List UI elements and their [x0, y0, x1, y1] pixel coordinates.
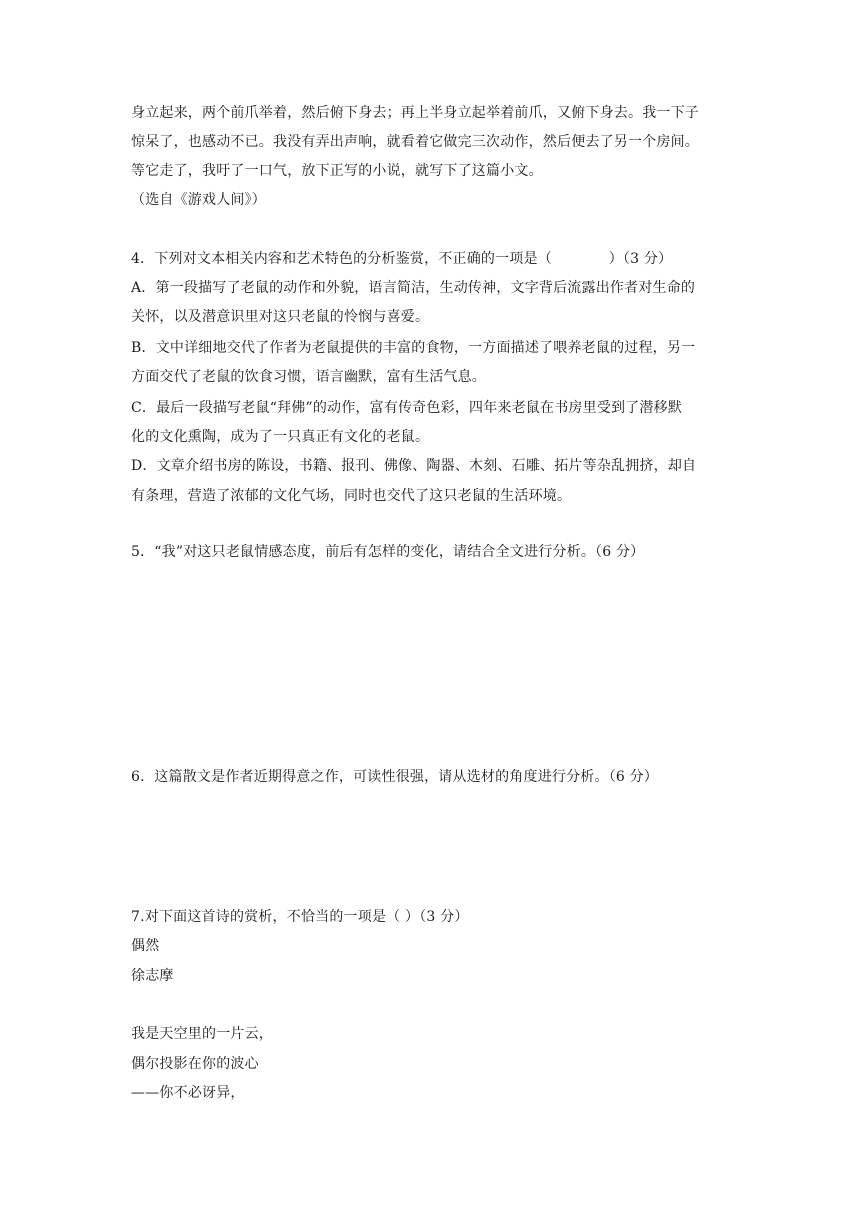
poem-title: 偶然: [131, 938, 160, 954]
question-4-option-d-cont: 有条理，营造了浓郁的文化气场，同时也交代了这只老鼠的生活环境。: [131, 488, 572, 504]
question-4-stem: 4．下列对文本相关内容和艺术特色的分析鉴赏，不正确的一项是（ ）（3 分）: [131, 251, 673, 267]
question-4-option-c-cont: 化的文化熏陶，成为了一只真正有文化的老鼠。: [131, 429, 430, 445]
question-4-option-b: B．文中详细地交代了作者为老鼠提供的丰富的食物，一方面描述了喂养老鼠的过程，另一: [131, 340, 696, 356]
question-4-option-a: A．第一段描写了老鼠的动作和外貌，语言简洁，生动传神，文字背后流露出作者对生命的: [131, 280, 696, 296]
question-7-stem: 7.对下面这首诗的赏析，不恰当的一项是（ ）（3 分）: [131, 909, 469, 925]
question-5-stem: 5．“我”对这只老鼠情感态度，前后有怎样的变化，请结合全文进行分析。（6 分）: [131, 544, 645, 560]
passage-source: （选自《游戏人间》）: [131, 192, 266, 208]
question-4-option-a-cont: 关怀，以及潜意识里对这只老鼠的怜悯与喜爱。: [131, 309, 430, 325]
question-4-option-d: D．文章介绍书房的陈设，书籍、报刊、佛像、陶器、木刻、石雕、拓片等杂乱拥挤，却自: [131, 458, 697, 474]
poem-line: 我是天空里的一片云，: [131, 1026, 273, 1042]
question-6-stem: 6．这篇散文是作者近期得意之作，可读性很强，请从选材的角度进行分析。（6 分）: [131, 769, 659, 785]
passage-line: 惊呆了，也感动不已。我没有弄出声响，就看着它做完三次动作，然后便去了另一个房间。: [131, 134, 699, 150]
poem-line: ——你不必讶异，: [131, 1085, 245, 1101]
question-4-option-b-cont: 方面交代了老鼠的饮食习惯，语言幽默，富有生活气息。: [131, 369, 486, 385]
poem-line: 偶尔投影在你的波心: [131, 1056, 259, 1072]
passage-line: 身立起来，两个前爪举着，然后俯下身去；再上半身立起举着前爪，又俯下身去。我一下子: [131, 105, 699, 121]
question-4-option-c: C．最后一段描写老鼠“拜佛”的动作，富有传奇色彩，四年来老鼠在书房里受到了潜移默: [131, 400, 683, 416]
poem-author: 徐志摩: [131, 968, 174, 984]
passage-line: 等它走了，我吁了一口气，放下正写的小说，就写下了这篇小文。: [131, 163, 543, 179]
